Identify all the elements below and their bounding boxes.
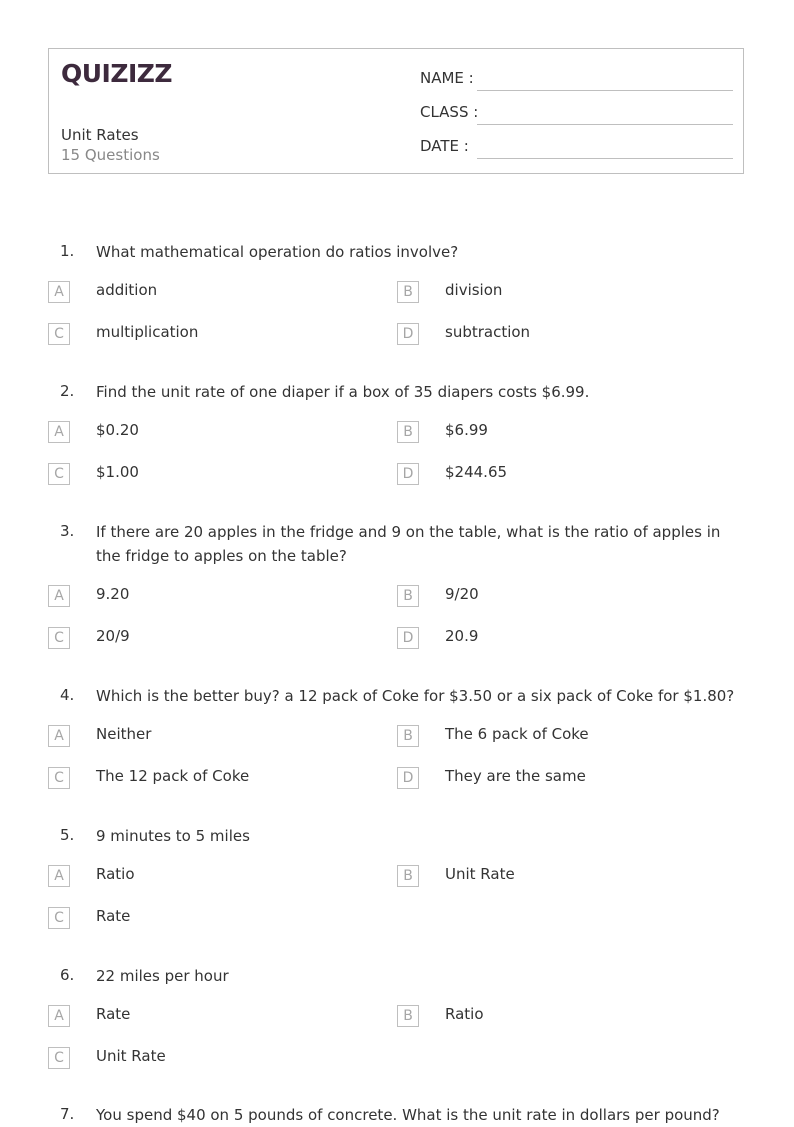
option-letter-box[interactable]: B <box>397 421 419 443</box>
option-text: $0.20 <box>96 421 139 439</box>
question-text: Find the unit rate of one diaper if a box of 35 diapers costs $6.99. <box>96 383 590 401</box>
option-letter-box[interactable]: D <box>397 627 419 649</box>
option-text: Ratio <box>96 865 135 883</box>
option-text: The 6 pack of Coke <box>445 725 589 743</box>
option-text: addition <box>96 281 158 299</box>
option-letter-box[interactable]: B <box>397 1005 419 1027</box>
question-text: 22 miles per hour <box>96 967 229 985</box>
question-text: You spend $40 on 5 pounds of concrete. What is the unit rate in dollars per pound? <box>96 1106 720 1124</box>
option-letter-box[interactable]: B <box>397 725 419 747</box>
name-label: NAME : <box>420 69 474 87</box>
option-letter-box[interactable]: B <box>397 281 419 303</box>
option-letter-box[interactable]: C <box>48 907 70 929</box>
option-letter-box[interactable]: C <box>48 323 70 345</box>
option-text: 20/9 <box>96 627 130 645</box>
option-letter-box[interactable]: A <box>48 865 70 887</box>
option-text: They are the same <box>445 767 586 785</box>
date-label: DATE : <box>420 137 469 155</box>
option-letter-box[interactable]: D <box>397 767 419 789</box>
option-text: $6.99 <box>445 421 488 439</box>
class-label: CLASS : <box>420 103 479 121</box>
class-field[interactable] <box>420 103 478 121</box>
question-text: What mathematical operation do ratios involve? <box>96 243 459 261</box>
date-field[interactable] <box>420 137 469 155</box>
question-text: 9 minutes to 5 miles <box>96 827 250 845</box>
option-text: division <box>445 281 503 299</box>
option-letter-box[interactable]: A <box>48 725 70 747</box>
option-text: $244.65 <box>445 463 508 481</box>
question-text: Which is the better buy? a 12 pack of Coke for $3.50 or a six pack of Coke for $1.80? <box>96 687 735 705</box>
date-line <box>477 158 733 159</box>
option-text: subtraction <box>445 323 531 341</box>
question-number: 2. <box>60 382 75 400</box>
question-number: 6. <box>60 966 75 984</box>
option-letter-box[interactable]: A <box>48 421 70 443</box>
option-text: Rate <box>96 1005 131 1023</box>
option-text: $1.00 <box>96 463 139 481</box>
option-letter-box[interactable]: C <box>48 1047 70 1069</box>
option-text: The 12 pack of Coke <box>96 767 250 785</box>
option-letter-box[interactable]: C <box>48 627 70 649</box>
option-letter-box[interactable]: D <box>397 463 419 485</box>
question-number: 3. <box>60 522 75 540</box>
worksheet-title: Unit Rates <box>61 126 139 144</box>
option-letter-box[interactable]: A <box>48 1005 70 1027</box>
question-count: 15 Questions <box>61 146 160 164</box>
option-letter-box[interactable]: A <box>48 585 70 607</box>
option-letter-box[interactable]: C <box>48 463 70 485</box>
quizizz-logo: QUIZIZZ <box>61 59 173 88</box>
option-text: 9/20 <box>445 585 479 603</box>
option-text: Unit Rate <box>445 865 515 883</box>
name-line <box>477 90 733 91</box>
option-text: multiplication <box>96 323 199 341</box>
option-text: 20.9 <box>445 627 479 645</box>
question-text: If there are 20 apples in the fridge and 9 on the table, what is the ratio of apples in the fridge to apples on the table? <box>96 523 721 565</box>
option-letter-box[interactable]: C <box>48 767 70 789</box>
name-field[interactable] <box>420 69 474 87</box>
option-letter-box[interactable]: A <box>48 281 70 303</box>
option-text: Neither <box>96 725 152 743</box>
question-number: 1. <box>60 242 75 260</box>
class-line <box>477 124 733 125</box>
worksheet-header <box>48 48 744 174</box>
option-text: Rate <box>96 907 131 925</box>
option-letter-box[interactable]: D <box>397 323 419 345</box>
option-letter-box[interactable]: B <box>397 865 419 887</box>
question-number: 4. <box>60 686 75 704</box>
question-number: 7. <box>60 1105 75 1123</box>
option-text: 9.20 <box>96 585 130 603</box>
option-text: Unit Rate <box>96 1047 166 1065</box>
option-letter-box[interactable]: B <box>397 585 419 607</box>
option-text: Ratio <box>445 1005 484 1023</box>
question-number: 5. <box>60 826 75 844</box>
